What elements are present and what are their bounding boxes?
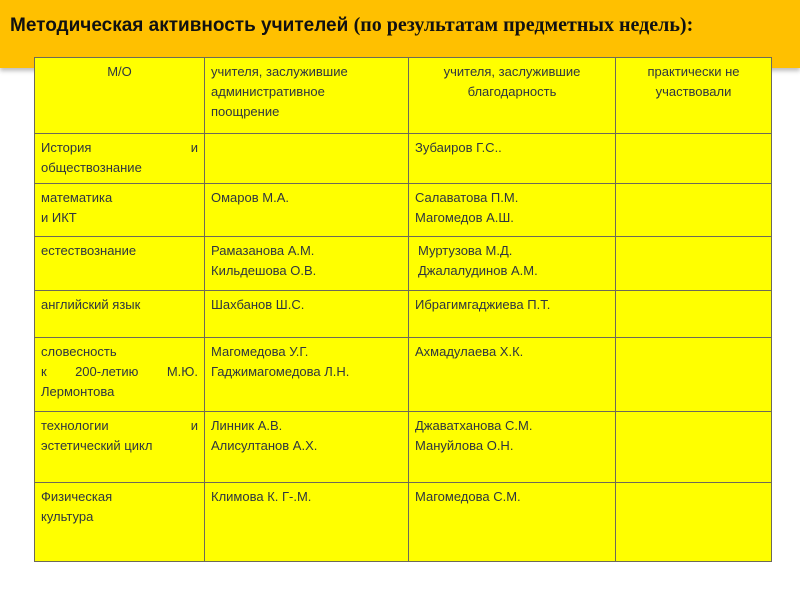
admin-cell: Рамазанова А.М. Кильдешова О.В.	[205, 237, 409, 291]
thanks-cell: Магомедова С.М.	[409, 483, 616, 562]
header-thanks: учителя, заслужившие благодарность	[409, 58, 616, 134]
table-row	[35, 184, 772, 237]
header-subject: М/О	[35, 58, 205, 134]
subject-cell: словесность к 200-летию М.Ю. Лермонтова	[35, 338, 205, 412]
table-row	[35, 134, 772, 184]
subject-cell: естествознание	[35, 237, 205, 291]
none-cell	[616, 338, 772, 412]
header-row	[35, 58, 772, 134]
admin-cell: Омаров М.А.	[205, 184, 409, 237]
none-cell	[616, 184, 772, 237]
none-cell	[616, 412, 772, 483]
admin-cell: Шахбанов Ш.С.	[205, 291, 409, 338]
thanks-cell: Джаватханова С.М. Мануйлова О.Н.	[409, 412, 616, 483]
table-row	[35, 483, 772, 562]
none-cell	[616, 134, 772, 184]
page-title	[10, 14, 693, 37]
subject-cell: технологии и эстетический цикл	[35, 412, 205, 483]
admin-cell	[205, 134, 409, 184]
none-cell	[616, 483, 772, 562]
header-admin: учителя, заслужившие административное поощрение	[205, 58, 409, 134]
table-row	[35, 237, 772, 291]
subject-cell: английский язык	[35, 291, 205, 338]
thanks-cell: Ибрагимгаджиева П.Т.	[409, 291, 616, 338]
admin-cell: Климова К. Г-.М.	[205, 483, 409, 562]
thanks-cell: Зубаиров Г.С..	[409, 134, 616, 184]
table-row	[35, 291, 772, 338]
title-main: Методическая активность учителей	[10, 15, 349, 36]
title-sub: (по результатам предметных недель):	[353, 14, 694, 36]
admin-cell: Магомедова У.Г. Гаджимагомедова Л.Н.	[205, 338, 409, 412]
table-row	[35, 338, 772, 412]
none-cell	[616, 291, 772, 338]
none-cell	[616, 237, 772, 291]
table-row	[35, 412, 772, 483]
activity-table	[34, 57, 772, 562]
subject-cell: Физическая культура	[35, 483, 205, 562]
thanks-cell: Ахмадулаева Х.К.	[409, 338, 616, 412]
thanks-cell: Муртузова М.Д. Джалалудинов А.М.	[409, 237, 616, 291]
header-none: практически не участвовали	[616, 58, 772, 134]
admin-cell: Линник А.В. Алисултанов А.Х.	[205, 412, 409, 483]
thanks-cell: Салаватова П.М. Магомедов А.Ш.	[409, 184, 616, 237]
subject-cell: математика и ИКТ	[35, 184, 205, 237]
subject-cell: История и обществознание	[35, 134, 205, 184]
